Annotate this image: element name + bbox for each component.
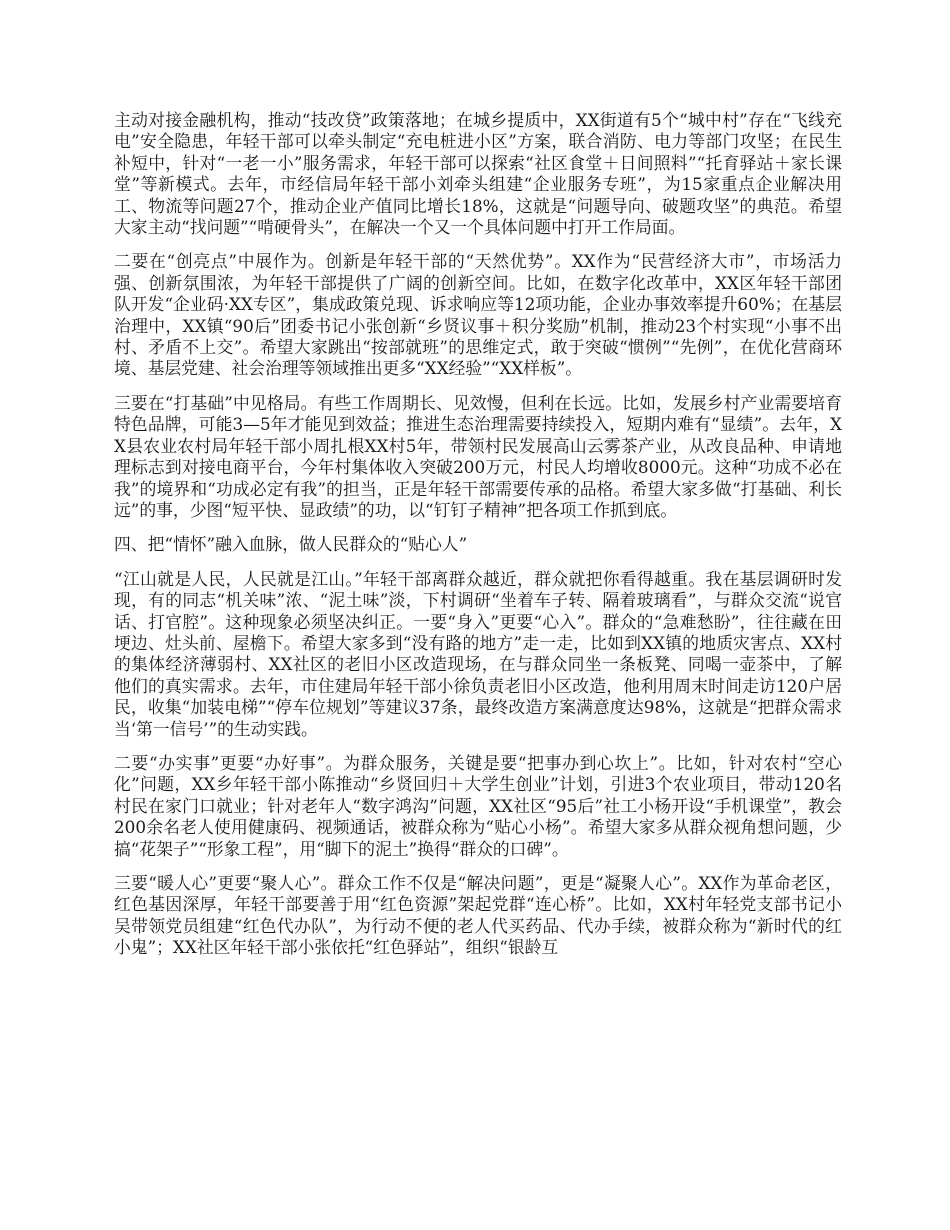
document-page <box>114 110 842 972</box>
paragraph-1: 主动对接金融机构，推动“技改贷”政策落地；在城乡提质中，XX街道有5个“城中村”存在“飞线充电”安全隐患，年轻干部可以牵头制定“充电桩进小区”方案，联合消防、电力等部门攻坚；在民生补短中，针对“一老一小”服务需求，年轻干部可以探索“社区食堂＋日间照料”“托育驿站＋家长课堂”等新模式。去年，市经信局年轻干部小刘牵头组建“企业服务专班”，为15家重点企业解决用工、物流等问题27个，推动企业产值同比增长18%，这就是“问题导向、破题攻坚”的典范。希望大家主动“找问题”“啃硬骨头”，在解决一个又一个具体问题中打开工作局面。 <box>114 110 842 238</box>
section-heading: 四、把“情怀”融入血脉，做人民群众的“贴心人” <box>114 534 468 555</box>
paragraph-5: 二要“办实事”更要“办好事”。为群众服务，关键是要“把事办到心坎上”。比如，针对农村“空心化”问题，XX乡年轻干部小陈推动“乡贤回归＋大学生创业”计划，引进3个农业项目，带动120名村民在家门口就业；针对老年人“数字鸿沟”问题，XX社区“95后”社工小杨开设“手机课堂”，教会200余名老人使用健康码、视频通话，被群众称为“贴心小杨”。希望大家多从群众视角想问题，少搞“花架子”“形象工程”，用“脚下的泥土”换得“群众的口碑”。 <box>114 752 842 859</box>
paragraph-3: 三要在“打基础”中见格局。有些工作周期长、见效慢，但利在长远。比如，发展乡村产业需要培育特色品牌，可能3—5年才能见到效益；推进生态治理需要持续投入，短期内难有“显绩”。去年，XX县农业农村局年轻干部小周扎根XX村5年，带领村民发展高山云雾茶产业，从改良品种、申请地理标志到对接电商平台，今年村集体收入突破200万元，村民人均增收8000元。这种“功成不必在我”的境界和“功成必定有我”的担当，正是年轻干部需要传承的品格。希望大家多做“打基础、利长远”的事，少图“短平快、显政绩”的功，以“钉钉子精神”把各项工作抓到底。 <box>114 392 842 520</box>
paragraph-4: “江山就是人民，人民就是江山。”年轻干部离群众越近，群众就把你看得越重。我在基层调研时发现，有的同志“机关味”浓、“泥土味”淡，下村调研“坐着车子转、隔着玻璃看”，与群众交流“说官话、打官腔”。这种现象必须坚决纠正。一要“身入”更要“心入”。群众的“急难愁盼”，往往藏在田埂边、灶头前、屋檐下。希望大家多到“没有路的地方”走一走，比如到XX镇的地质灾害点、XX村的集体经济薄弱村、XX社区的老旧小区改造现场，在与群众同坐一条板凳、同喝一壶茶中，了解他们的真实需求。去年，市住建局年轻干部小徐负责老旧小区改造，他利用周末时间走访120户居民，收集“加装电梯”“停车位规划”等建议37条，最终改造方案满意度达98%，这就是“把群众需求当‘第一信号’”的生动实践。 <box>114 568 842 739</box>
paragraph-6: 三要“暖人心”更要“聚人心”。群众工作不仅是“解决问题”，更是“凝聚人心”。XX作为革命老区，红色基因深厚，年轻干部要善于用“红色资源”架起党群“连心桥”。比如，XX村年轻党支部书记小吴带领党员组建“红色代办队”，为行动不便的老人代买药品、代办手续，被群众称为“新时代的红小鬼”；XX社区年轻干部小张依托“红色驿站”，组织“银龄互 <box>114 873 842 958</box>
paragraph-2: 二要在“创亮点”中展作为。创新是年轻干部的“天然优势”。XX作为“民营经济大市”，市场活力强、创新氛围浓，为年轻干部提供了广阔的创新空间。比如，在数字化改革中，XX区年轻干部团队开发“企业码·XX专区”，集成政策兑现、诉求响应等12项功能，企业办事效率提升60%；在基层治理中，XX镇“90后”团委书记小张创新“乡贤议事＋积分奖励”机制，推动23个村实现“小事不出村、矛盾不上交”。希望大家跳出“按部就班”的思维定式，敢于突破“惯例”“先例”，在优化营商环境、基层党建、社会治理等领域推出更多“XX经验”“XX样板”。 <box>114 251 842 379</box>
